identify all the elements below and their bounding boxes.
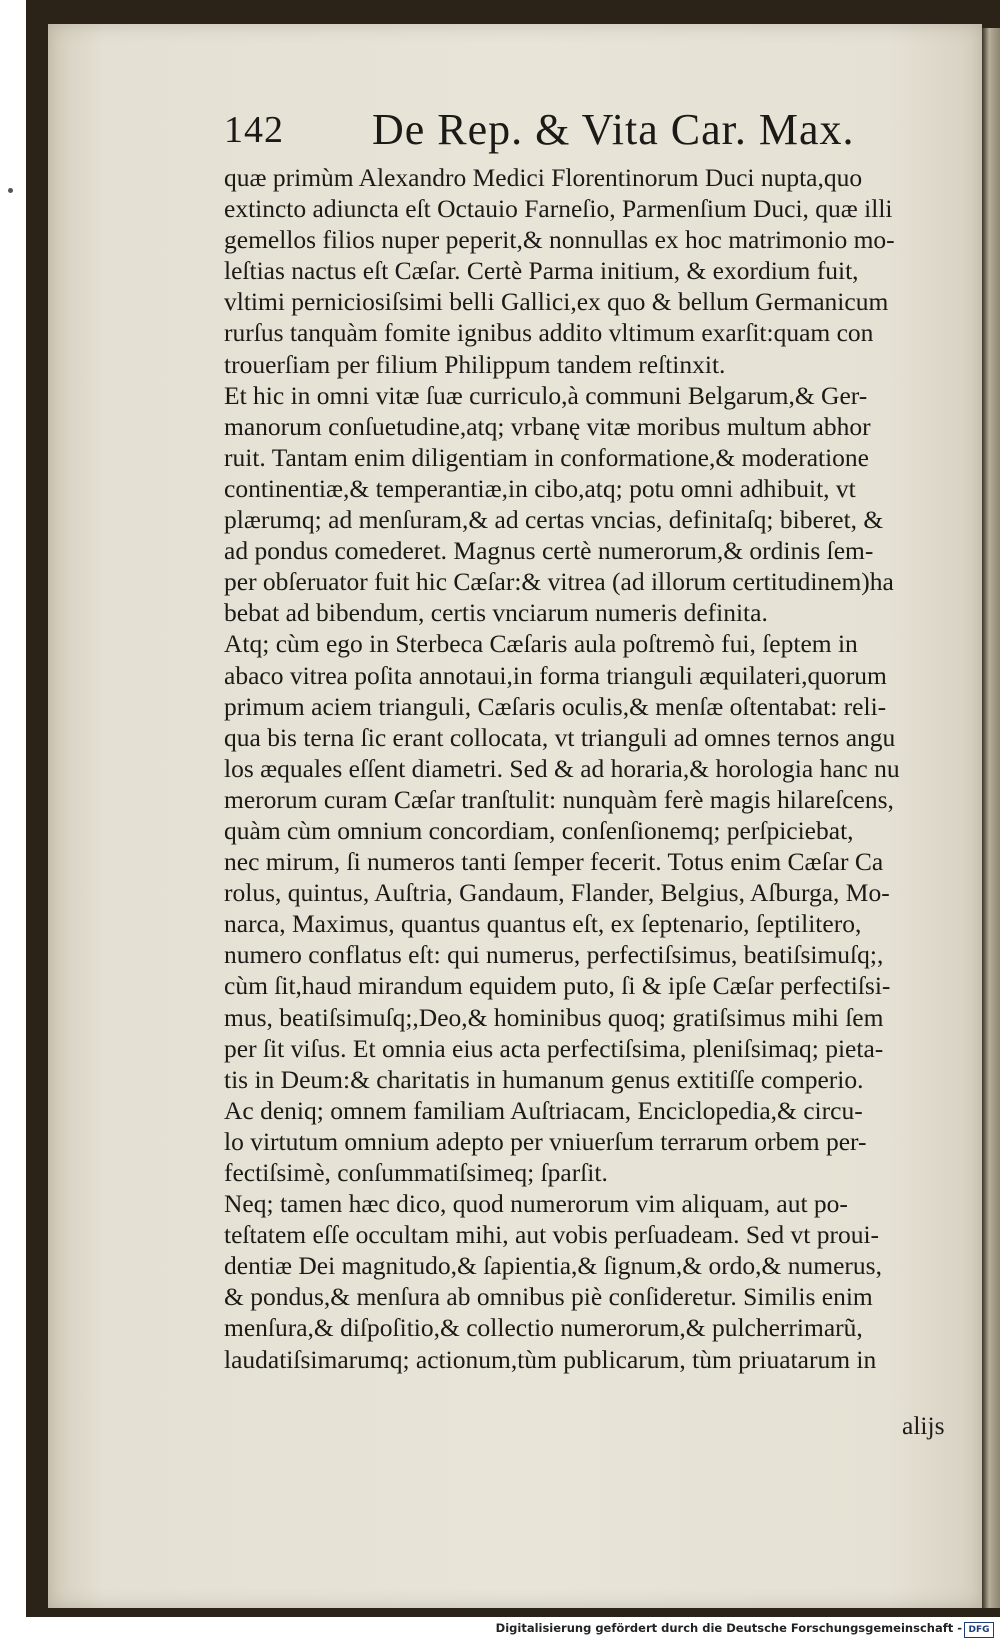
text-line: abaco vitrea poſita annotaui,in forma trianguli æquilateri,quorum <box>224 660 887 690</box>
text-line: quàm cùm omnium concordiam, conſenſionemq; perſpiciebat, <box>224 815 854 845</box>
text-line: dentiæ Dei magnitudo,& ſapientia,& ſignum,& ordo,& numerus, <box>224 1251 882 1281</box>
text-line: continentiæ,& temperantiæ,in cibo,atq; potu omni adhibuit, vt <box>224 473 856 503</box>
text-line: ruit. Tantam enim diligentiam in conformatione,& moderatione <box>224 442 869 472</box>
text-line: trouerſiam per filium Philippum tandem reſtinxit. <box>224 349 726 379</box>
text-line: los æquales eſſent diametri. Sed & ad horaria,& horologia hanc nu <box>224 753 900 783</box>
text-line: bebat ad bibendum, certis vnciarum numeris definita. <box>224 598 768 628</box>
text-line: teſtatem eſſe occultam mihi, aut vobis perſuadeam. Sed vt proui- <box>224 1220 880 1250</box>
text-line: mus, beatiſsimuſq;,Deo,& hominibus quoq; gratiſsimus mihi ſem <box>224 1002 884 1032</box>
text-line: ad pondus comederet. Magnus certè numerorum,& ordinis ſem- <box>224 536 874 566</box>
text-line: vltimi perniciosiſsimi belli Gallici,ex quo & bellum Germanicum <box>224 287 889 317</box>
footer-credit: Digitalisierung gefördert durch die Deutsche Forschungsgemeinschaft - <box>495 1621 962 1635</box>
text-line: quæ primùm Alexandro Medici Florentinorum Duci nupta,quo <box>224 163 863 192</box>
facing-page-edge <box>982 28 1000 1608</box>
body-text <box>224 162 954 1375</box>
text-line: manorum conſuetudine,atq; vrbanę vitæ moribus multum abhor <box>224 411 871 441</box>
text-line: per obſeruator fuit hic Cæſar:& vitrea (ad illorum certitudinem)ha <box>224 567 894 597</box>
text-line: lo virtutum omnium adepto per vniuerſum terrarum orbem per- <box>224 1126 867 1156</box>
text-line: Neq; tamen hæc dico, quod numerorum vim aliquam, aut po- <box>224 1189 848 1219</box>
text-line: menſura,& diſpoſitio,& collectio numerorum,& pulcherrimarũ, <box>224 1313 863 1343</box>
text-line: per ſit viſus. Et omnia eius acta perfectiſsima, pleniſsimaq; pieta- <box>224 1033 884 1063</box>
text-line: laudatiſsimarumq; actionum,tùm publicarum, tùm priuatarum in <box>224 1344 877 1374</box>
text-line: rurſus tanquàm fomite ignibus addito vltimum exarſit:quam con <box>224 318 874 348</box>
page-header <box>224 102 864 162</box>
text-line: Atq; cùm ego in Sterbeca Cæſaris aula poſtremò fui, ſeptem in <box>224 629 858 659</box>
text-line: leſtias nactus eſt Cæſar. Certè Parma initium, & exordium fuit, <box>224 256 859 286</box>
dfg-logo: DFG <box>964 1622 994 1638</box>
text-line: & pondus,& menſura ab omnibus piè conſideretur. Similis enim <box>224 1282 873 1312</box>
running-title: De Rep. & Vita Car. Max. <box>372 105 855 154</box>
text-line: fectiſsimè, conſummatiſsimeq; ſparſit. <box>224 1158 608 1187</box>
text-line: nec mirum, ſi numeros tanti ſemper fecerit. Totus enim Cæſar Ca <box>224 847 884 877</box>
text-line: rolus, quintus, Auſtria, Gandaum, Flander, Belgius, Aſburga, Mo- <box>224 878 890 908</box>
text-line: qua bis terna ſic erant collocata, vt trianguli ad omnes ternos angu <box>224 722 896 752</box>
page-number: 142 <box>224 109 284 151</box>
catchword: alijs <box>902 1411 945 1440</box>
text-line: primum aciem trianguli, Cæſaris oculis,& menſæ oſtentabat: reli- <box>224 691 887 721</box>
text-line: narca, Maximus, quantus quantus eſt, ex ſeptenario, ſeptilitero, <box>224 909 862 939</box>
text-line: Et hic in omni vitæ ſuæ curriculo,à communi Belgarum,& Ger- <box>224 380 868 410</box>
text-line: Ac deniq; omnem familiam Auſtriacam, Enciclopedia,& circu- <box>224 1095 863 1125</box>
margin-mark <box>8 188 13 193</box>
text-line: merorum curam Cæſar tranſtulit: nunquàm ferè magis hilareſcens, <box>224 784 894 814</box>
footer-bar <box>0 1618 1000 1641</box>
text-line: cùm ſit,haud mirandum equidem puto, ſi & ipſe Cæſar perfectiſsi- <box>224 971 891 1001</box>
text-line: numero conflatus eſt: qui numerus, perfectiſsimus, beatiſsimuſq;, <box>224 940 884 970</box>
text-line: extincto adiuncta eſt Octauio Farneſio, Parmenſium Duci, quæ illi <box>224 194 893 224</box>
text-line: tis in Deum:& charitatis in humanum genus extitiſſe comperio. <box>224 1064 864 1094</box>
text-line: gemellos filios nuper peperit,& nonnullas ex hoc matrimonio mo- <box>224 225 895 255</box>
text-line: plærumq; ad menſuram,& ad certas vncias, definitaſq; biberet, & <box>224 505 884 535</box>
